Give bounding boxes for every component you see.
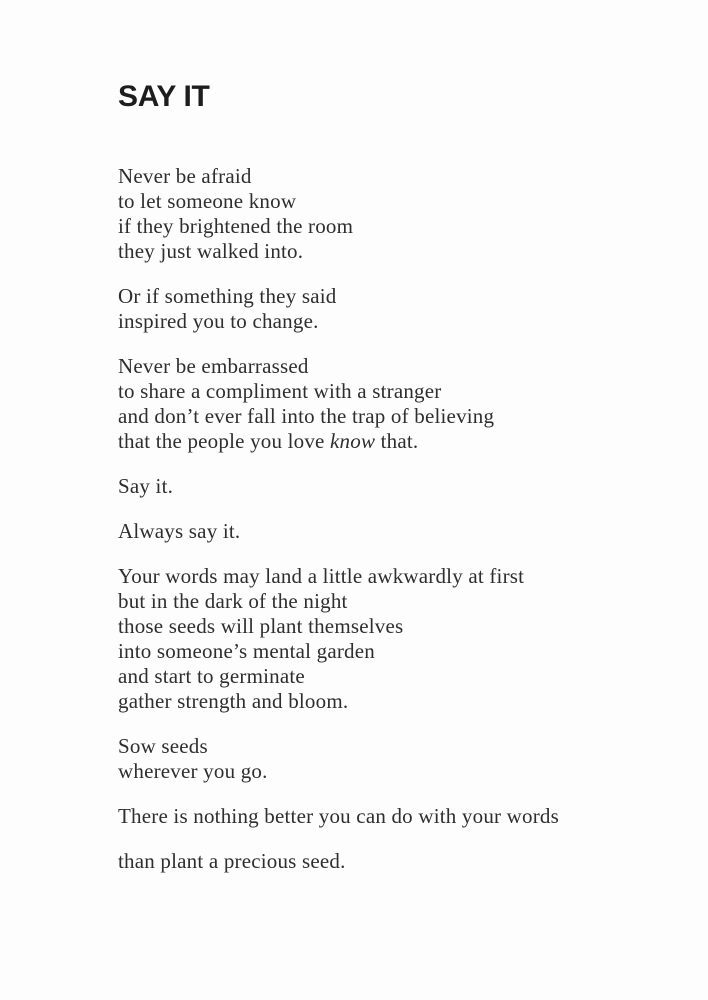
poem-line: wherever you go. (118, 759, 268, 783)
poem-line: if they brightened the room (118, 214, 354, 238)
poem-line (118, 429, 648, 454)
poem-line: Say it. (118, 474, 174, 498)
emphasized-word: know (330, 429, 376, 453)
poem-line: but in the dark of the night (118, 589, 348, 613)
stanza (118, 734, 648, 784)
stanza (118, 284, 648, 334)
stanza (118, 804, 648, 829)
poem-line: Your words may land a little awkwardly at first (118, 564, 525, 588)
stanza (118, 474, 648, 499)
poem-line: to share a compliment with a stranger (118, 379, 442, 403)
poem-line: There is nothing better you can do with your words (118, 804, 559, 828)
poem-line: into someone’s mental garden (118, 639, 375, 663)
poem-line: and start to germinate (118, 664, 305, 688)
poem-line: gather strength and bloom. (118, 689, 349, 713)
line-segment: that the people you love (118, 429, 331, 453)
poem-line: Or if something they said (118, 284, 337, 308)
stanza (118, 849, 648, 874)
poem-line: those seeds will plant themselves (118, 614, 404, 638)
poem-line: to let someone know (118, 189, 297, 213)
poem-line: they just walked into. (118, 239, 304, 263)
poem-line: Never be embarrassed (118, 354, 309, 378)
line-segment: that. (375, 429, 419, 453)
stanza (118, 354, 648, 454)
poem-line: and don’t ever fall into the trap of believing (118, 404, 495, 428)
stanza (118, 164, 648, 264)
poem-line: Never be afraid (118, 164, 252, 188)
poem-line: than plant a precious seed. (118, 849, 346, 873)
poem-line: Sow seeds (118, 734, 208, 758)
poem-line: Always say it. (118, 519, 241, 543)
poem-title: SAY IT (118, 80, 210, 113)
poem-line: inspired you to change. (118, 309, 319, 333)
stanza (118, 519, 648, 544)
poem (118, 164, 648, 874)
stanza (118, 564, 648, 714)
